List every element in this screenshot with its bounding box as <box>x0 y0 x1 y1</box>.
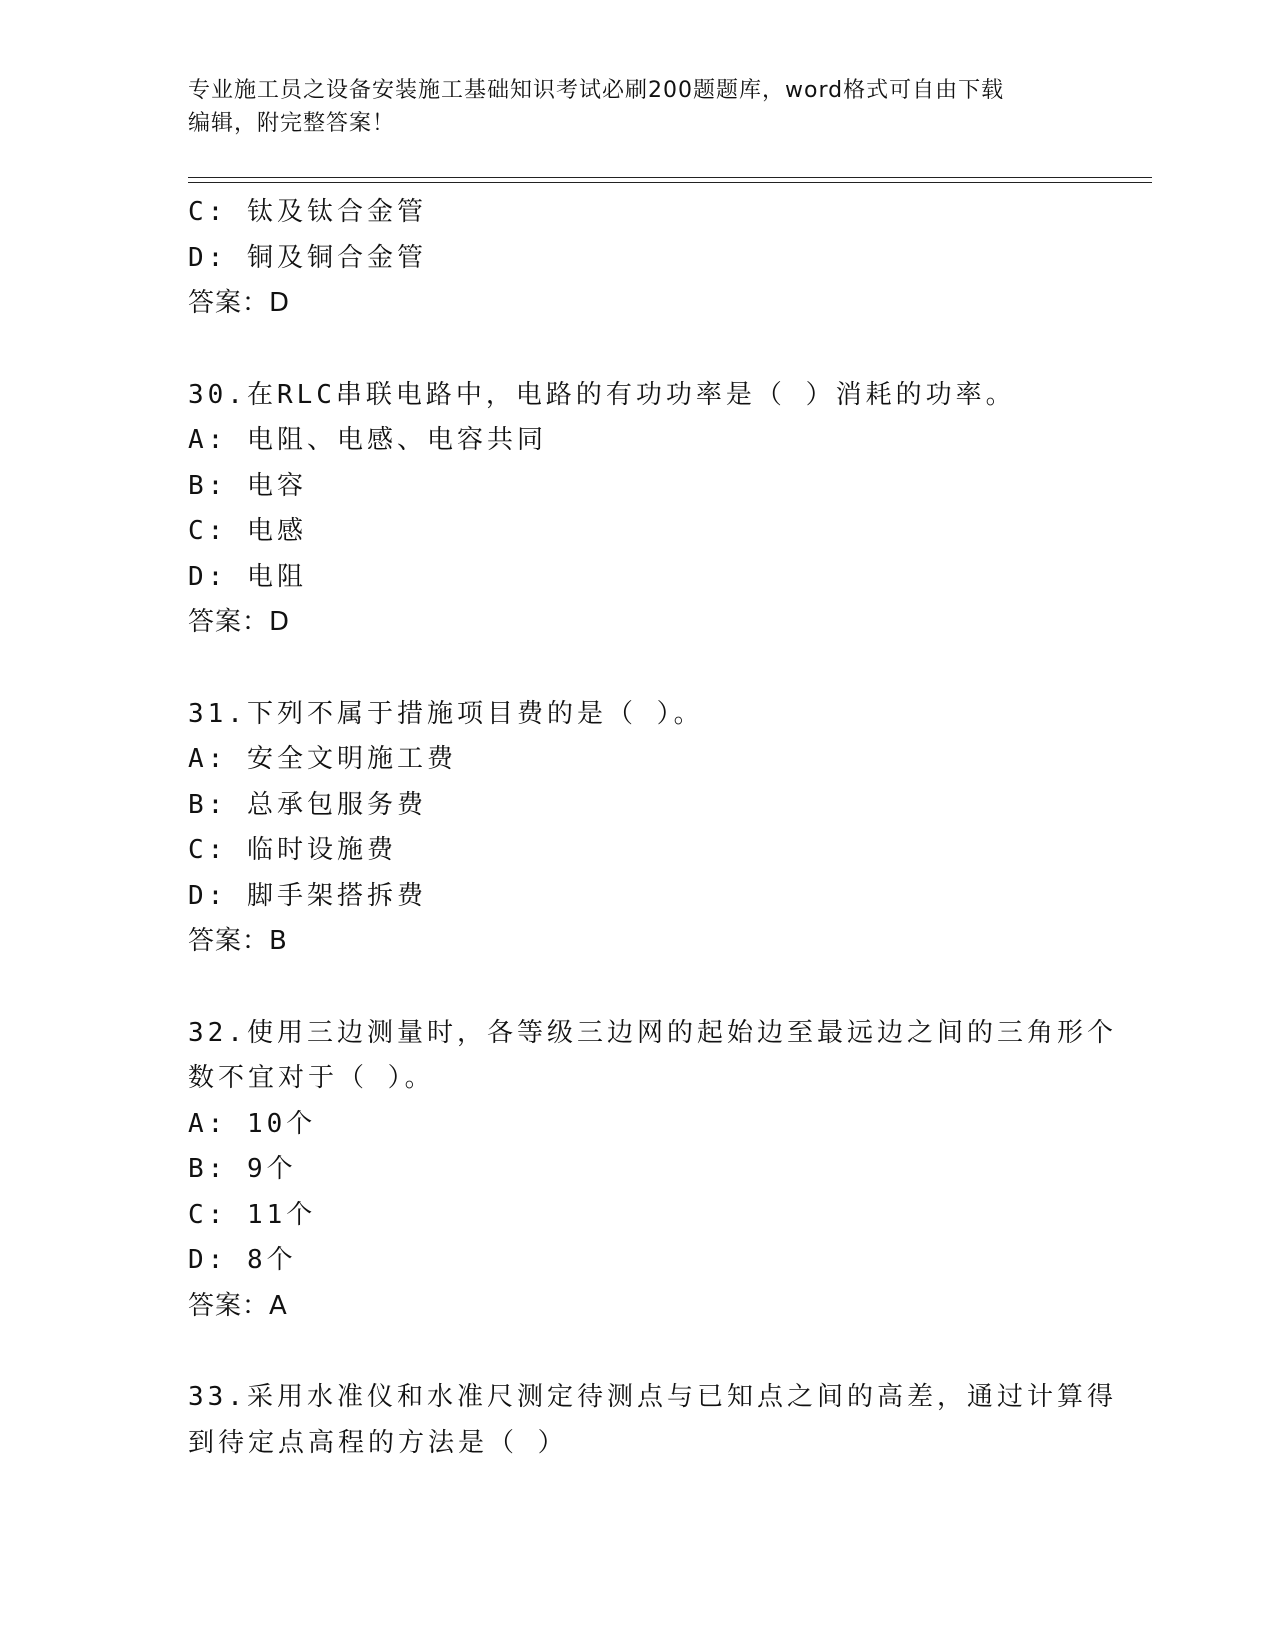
question-text-line-2: 数不宜对于（ ）。 <box>188 1063 435 1093</box>
header-rule-top <box>188 177 1152 178</box>
question-33 <box>188 1375 1117 1466</box>
option-b: B: 9个 <box>188 1154 297 1184</box>
question-text: 30.在RLC串联电路中，电路的有功功率是（ ）消耗的功率。 <box>188 379 1016 410</box>
header-rule-bottom <box>188 182 1152 183</box>
question-31 <box>188 692 1088 965</box>
spacer <box>188 646 1088 692</box>
question-text-line-2: 到待定点高程的方法是（ ） <box>188 1427 568 1458</box>
option-d: D: 电阻 <box>188 561 307 592</box>
spacer <box>188 965 1088 1011</box>
header-line-2: 编辑，附完整答案！ <box>188 111 396 136</box>
question-text-line-1: 33.采用水准仪和水准尺测定待测点与已知点之间的高差，通过计算得 <box>188 1382 1117 1412</box>
option-b: B: 总承包服务费 <box>188 789 427 820</box>
question-30 <box>188 373 1088 646</box>
option-c: C: 11个 <box>188 1199 317 1230</box>
question-32 <box>188 1011 1117 1330</box>
spacer <box>188 1329 1088 1375</box>
option-b: B: 电容 <box>188 470 307 501</box>
option-a: A: 10个 <box>188 1108 317 1139</box>
answer-line: 答案：D <box>188 288 291 318</box>
document-header <box>188 74 1068 140</box>
option-c: C: 电感 <box>188 516 307 546</box>
header-line-1: 专业施工员之设备安装施工基础知识考试必刷200题题库，word格式可自由下载 <box>188 78 1005 103</box>
option-d: D: 脚手架搭拆费 <box>188 880 427 911</box>
question-text-line-1: 32.使用三边测量时，各等级三边网的起始边至最远边之间的三角形个 <box>188 1017 1117 1048</box>
question-list <box>188 190 1117 1466</box>
spacer <box>188 327 1088 373</box>
option-a: A: 电阻、电感、电容共同 <box>188 425 547 455</box>
answer-line: 答案：D <box>188 607 291 637</box>
answer-line: 答案：A <box>188 1290 288 1321</box>
option-c: C: 临时设施费 <box>188 835 397 865</box>
option-a: A: 安全文明施工费 <box>188 744 457 774</box>
answer-line: 答案：B <box>188 926 288 956</box>
option-c: C: 钛及钛合金管 <box>188 197 427 227</box>
option-d: D: 8个 <box>188 1245 297 1275</box>
question-29-continuation <box>188 190 1088 327</box>
question-text: 31.下列不属于措施项目费的是（ ）。 <box>188 698 704 729</box>
option-d: D: 铜及铜合金管 <box>188 242 427 273</box>
